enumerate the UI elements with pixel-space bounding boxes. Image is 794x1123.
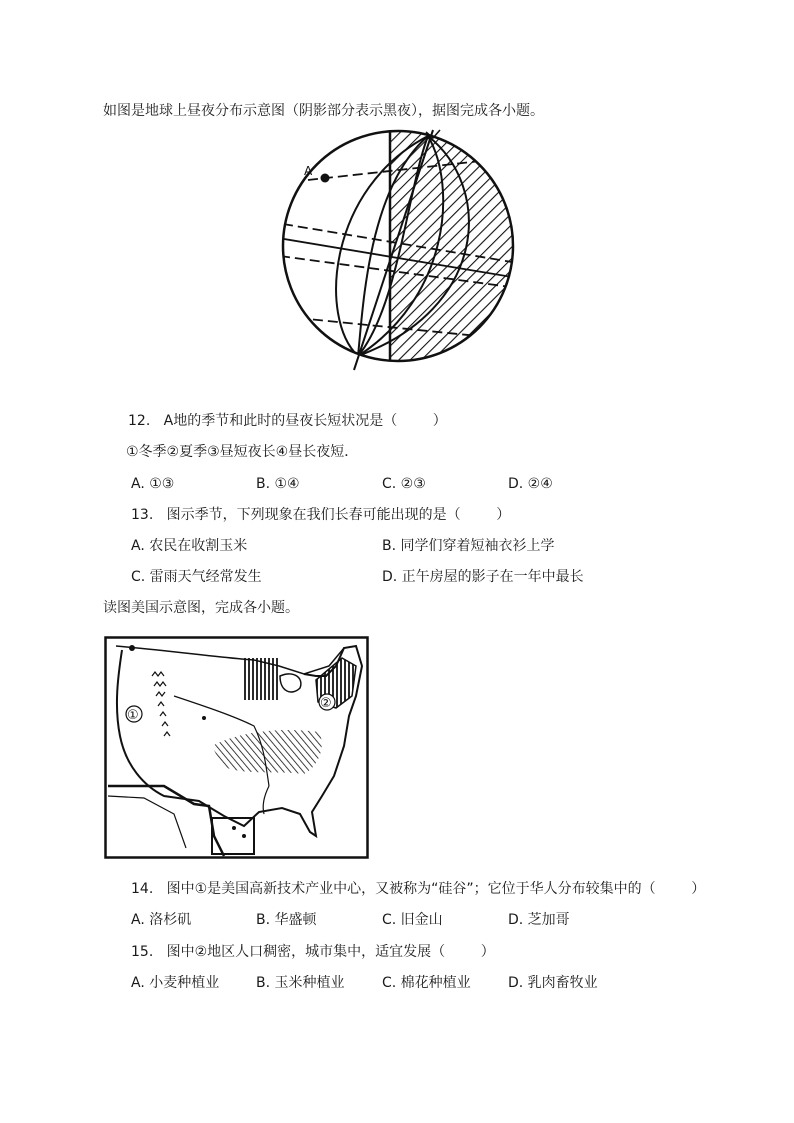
intro-text-1: 如图是地球上昼夜分布示意图（阴影部分表示黑夜），据图完成各小题。	[103, 103, 544, 119]
q15-option-b[interactable]: B. 玉米种植业	[256, 975, 345, 991]
q15-option-d[interactable]: D. 乳肉畜牧业	[508, 975, 598, 991]
map-label-1: ①	[127, 708, 139, 723]
globe-diagram	[268, 128, 528, 378]
q13-option-a[interactable]: A. 农民在收割玉米	[131, 538, 248, 554]
q15-stem: 15. 图中②地区人口稠密，城市集中，适宜发展（ ）	[131, 944, 495, 960]
q12-option-d[interactable]: D. ②④	[508, 476, 553, 492]
q15-option-a[interactable]: A. 小麦种植业	[131, 975, 220, 991]
q13-stem: 13. 图示季节，下列现象在我们长春可能出现的是（ ）	[131, 507, 511, 523]
q12-statements: ①冬季②夏季③昼短夜长④昼长夜短．	[126, 444, 359, 460]
point-a-marker	[321, 174, 330, 183]
intro-text-2: 读图美国示意图，完成各小题。	[103, 600, 299, 616]
q14-option-a[interactable]: A. 洛杉矶	[131, 912, 192, 928]
q12-stem: 12. A地的季节和此时的昼夜长短状况是（ ）	[128, 413, 447, 429]
q15-option-c[interactable]: C. 棉花种植业	[382, 975, 471, 991]
map-label-2: ②	[320, 696, 332, 711]
q14-option-b[interactable]: B. 华盛顿	[256, 912, 317, 928]
q12-option-b[interactable]: B. ①④	[256, 476, 300, 492]
q13-option-b[interactable]: B. 同学们穿着短袖衣衫上学	[382, 538, 555, 554]
q14-option-d[interactable]: D. 芝加哥	[508, 912, 570, 928]
point-a-label: A	[304, 164, 313, 178]
us-map	[104, 636, 370, 860]
q14-stem: 14. 图中①是美国高新技术产业中心，又被称为“硅谷”；它位于华人分布较集中的（ ）	[131, 881, 706, 897]
q14-option-c[interactable]: C. 旧金山	[382, 912, 443, 928]
q13-option-c[interactable]: C. 雷雨天气经常发生	[131, 569, 262, 585]
q13-option-d[interactable]: D. 正午房屋的影子在一年中最长	[382, 569, 584, 585]
q12-option-a[interactable]: A. ①③	[131, 476, 175, 492]
q12-option-c[interactable]: C. ②③	[382, 476, 426, 492]
